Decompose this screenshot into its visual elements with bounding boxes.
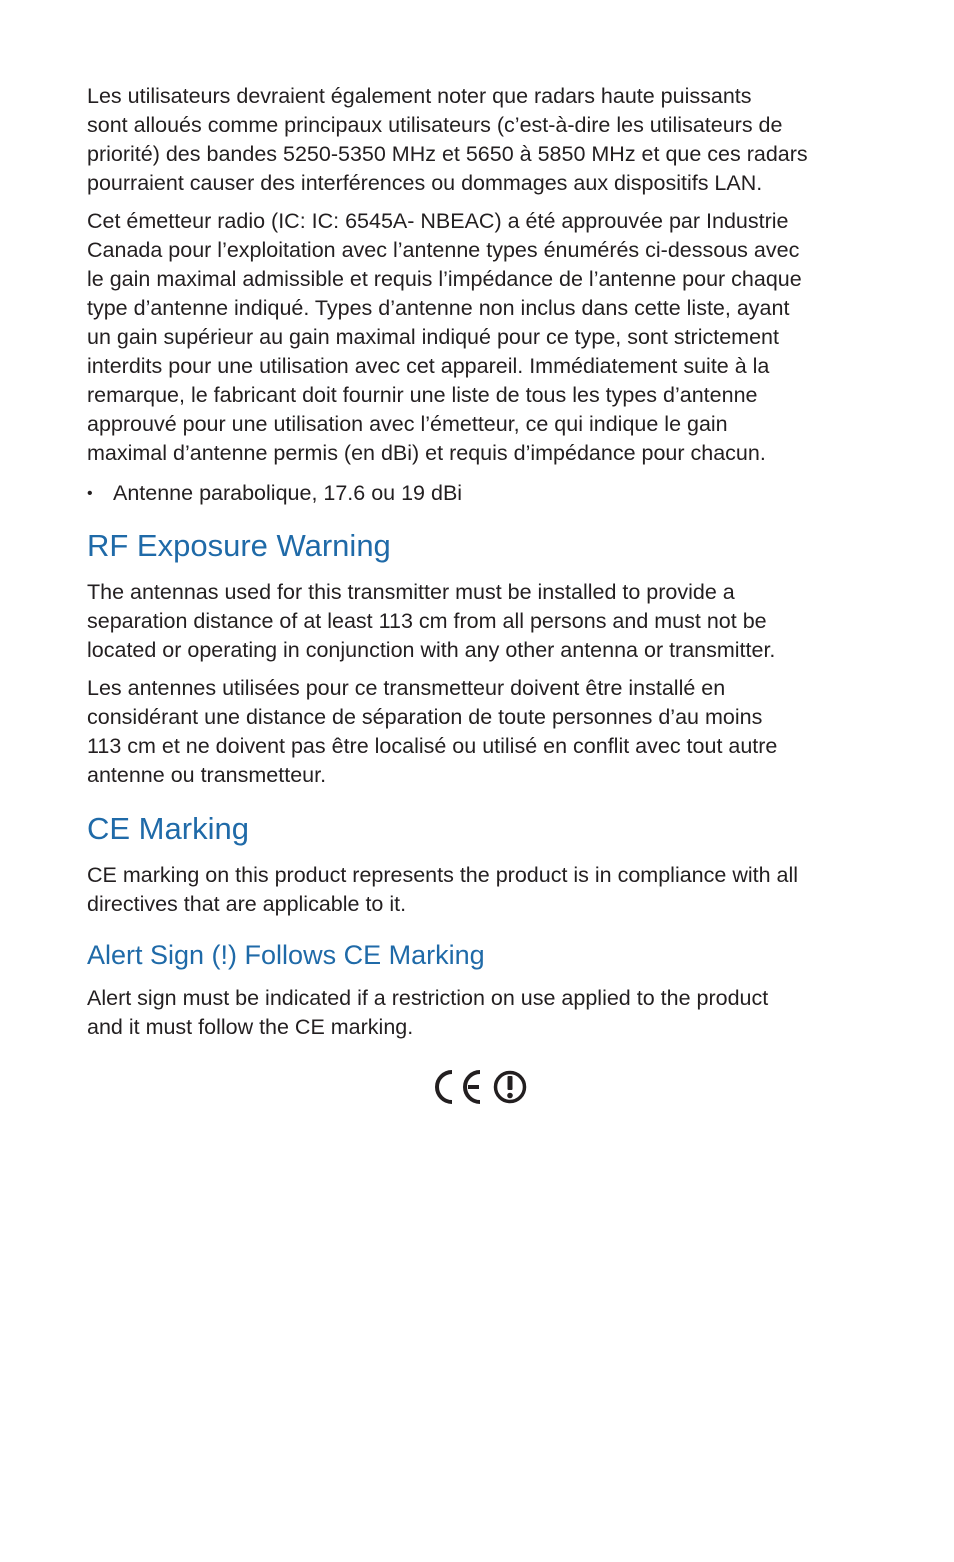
ce-marking-paragraph: CE marking on this product represents the product is in compliance with all directives that are applicable to it. xyxy=(87,863,799,916)
antenna-list-item xyxy=(87,479,877,508)
rf-exposure-heading: RF Exposure Warning xyxy=(87,528,391,563)
rf-exposure-paragraph-fr: Les antennes utilisées pour ce transmetteur doivent être installé en considérant une distance de séparation de toute personnes d’au moins 113 cm et ne doivent pas être localisé ou utilisé en conflit avec tout autre antenne ou transmetteur. xyxy=(87,676,778,787)
intro-paragraph-antenna-approval: Cet émetteur radio (IC: IC: 6545A- NBEAC) a été approuvée par Industrie Canada pour l’exploitation avec l’antenne types énumérés ci-dessous avec le gain maximal admissible et requis l’impédance de l’antenne pour chaque type d’antenne indiqué. Types d’antenne non inclus dans cette liste, ayant un gain supérieur au gain maximal indiqué pour ce type, sont strictement interdits pour une utilisation avec cet appareil. Immédiatement suite à la remarque, le fabricant doit fournir une liste de tous les types d’antenne approuvé pour une utilisation avec l’émetteur, ce qui indique le gain maximal d’antenne permis (en dBi) et requis d’impédance pour chacun. xyxy=(87,209,802,465)
alert-sign-paragraph: Alert sign must be indicated if a restriction on use applied to the product and it must follow the CE marking. xyxy=(87,986,769,1039)
bullet-marker: • xyxy=(87,485,93,502)
ce-marking-heading: CE Marking xyxy=(87,811,249,846)
document-page xyxy=(87,82,877,1106)
ce-logo-container xyxy=(87,1068,877,1106)
ce-alert-mark-icon xyxy=(432,1068,528,1106)
alert-sign-subheading: Alert Sign (!) Follows CE Marking xyxy=(87,940,485,970)
antenna-list-item-text: Antenne parabolique, 17.6 ou 19 dBi xyxy=(113,481,463,505)
rf-exposure-paragraph-en: The antennas used for this transmitter must be installed to provide a separation distance of at least 113 cm from all persons and must not be located or operating in conjunction with any other antenna or transmitter. xyxy=(87,580,776,662)
intro-paragraph-radar: Les utilisateurs devraient également noter que radars haute puissants sont alloués comme principaux utilisateurs (c’est-à-dire les utilisateurs de priorité) des bandes 5250-5350 MHz et 5650 à 5850 MHz et que ces radars pourraient causer des interférences ou dommages aux dispositifs LAN. xyxy=(87,84,808,195)
